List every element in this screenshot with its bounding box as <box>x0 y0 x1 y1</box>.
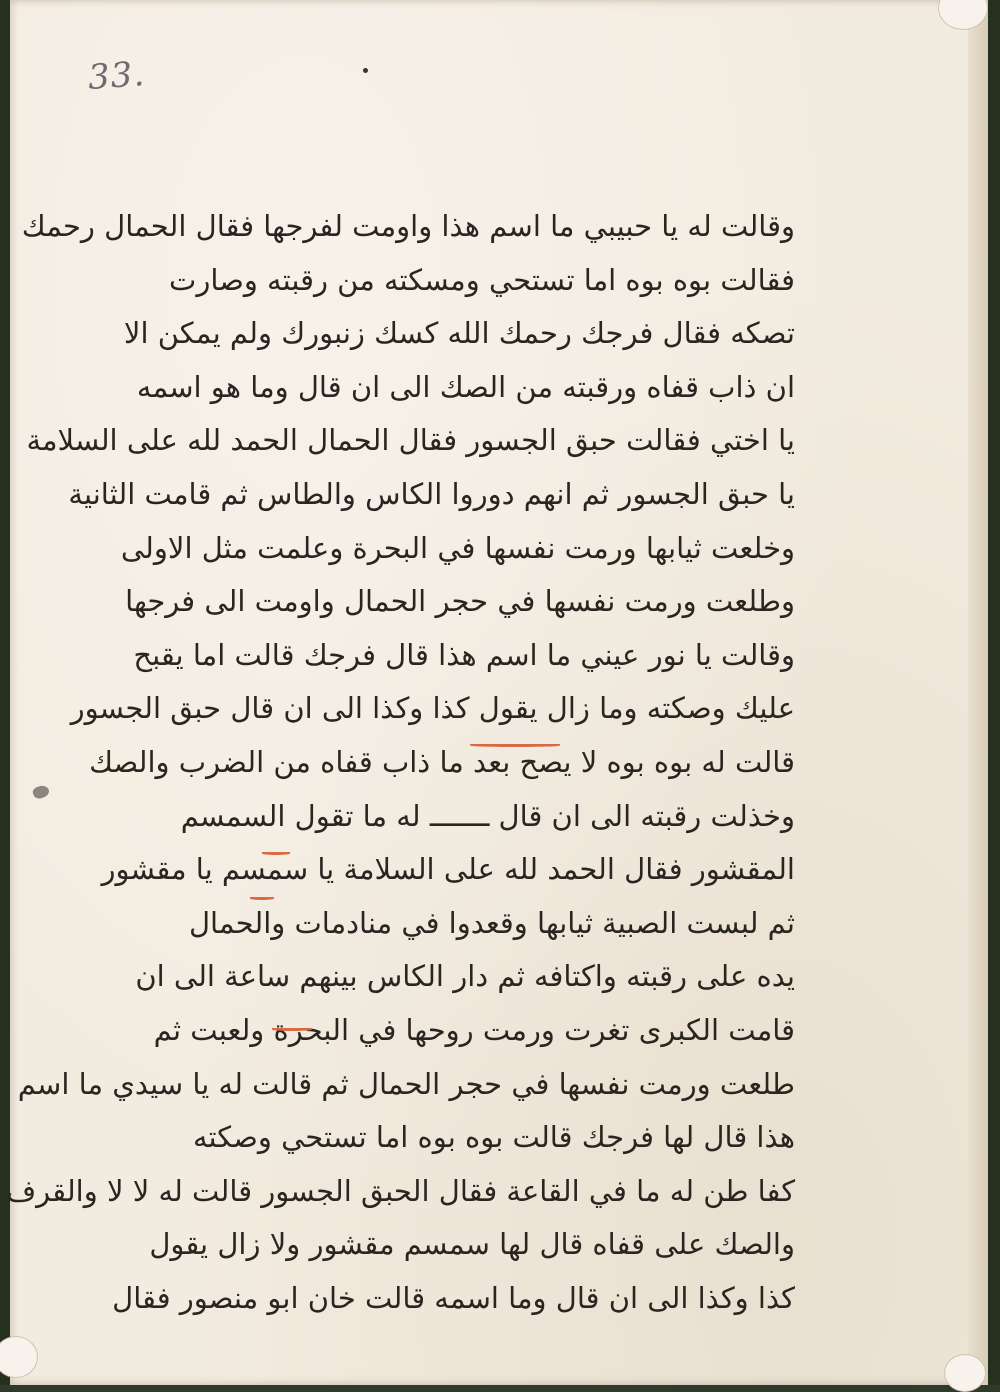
red-rubric-mark <box>262 852 290 855</box>
text-line: يده على رقبته واكتافه ثم دار الكاس بينهم ساعة الى ان <box>135 959 795 994</box>
text-line: وقالت يا نور عيني ما اسم هذا قال فرجك قالت اما يقبح <box>133 637 795 672</box>
text-line: يا اختي فقالت حبق الجسور فقال الحمال الحمد لله على السلامة <box>26 423 795 458</box>
text-line: قامت الكبرى تغرت ورمت روحها في البحرة ولعبت ثم <box>153 1012 795 1047</box>
text-line: ثم لبست الصبية ثيابها وقعدوا في منادمات والحمال <box>188 905 795 940</box>
text-line: المقشور فقال الحمد لله على السلامة يا سمسم يا مقشور <box>101 852 795 887</box>
ink-dot <box>363 68 368 73</box>
folio-number: 33. <box>86 54 147 98</box>
text-line: كذا وكذا الى ان قال وما اسمه قالت خان ابو منصور فقال <box>112 1280 795 1315</box>
text-line: والصك على قفاه قال لها سمسم مقشور ولا زال يقول <box>149 1227 795 1262</box>
text-line: هذا قال لها فرجك قالت بوه بوه اما تستحي وصكته <box>192 1120 795 1155</box>
text-line: عليك وصكته وما زال يقول كذا وكذا الى ان قال حبق الجسور <box>70 691 795 726</box>
manuscript-text-block <box>6 200 795 1315</box>
text-line: قالت له بوه بوه لا يصح بعد ما ذاب قفاه من الضرب والصك <box>89 744 795 779</box>
text-line: يا حبق الجسور ثم انهم دوروا الكاس والطاس ثم قامت الثانية <box>68 476 795 511</box>
text-line: وقالت له يا حبيبي ما اسم هذا واومت لفرجها فقال الحمال رحمك <box>21 209 795 243</box>
text-line: طلعت ورمت نفسها في حجر الحمال ثم قالت له يا سيدي ما اسم <box>17 1066 795 1101</box>
red-rubric-mark <box>470 744 560 747</box>
text-line: وخلعت ثيابها ورمت نفسها في البحرة وعلمت مثل الاولى <box>120 530 795 565</box>
red-rubric-mark <box>272 1028 312 1031</box>
text-line: وطلعت ورمت نفسها في حجر الحمال واومت الى فرجها <box>125 584 795 619</box>
text-line: تصكه فقال فرجك رحمك الله كسك زنبورك ولم يمكن الا <box>123 316 795 351</box>
paper-hole-bottom-right <box>944 1354 986 1392</box>
binding-gutter <box>968 0 988 1385</box>
red-rubric-mark <box>250 897 274 900</box>
text-line: فقالت بوه بوه اما تستحي ومسكته من رقبته وصارت <box>169 262 795 297</box>
text-line: وخذلت رقبته الى ان قال ـــــــ له ما تقول السمسم <box>180 798 795 833</box>
text-line: ان ذاب قفاه ورقبته من الصك الى ان قال وما هو اسمه <box>136 369 795 404</box>
text-line: كفا طن له ما في القاعة فقال الحبق الجسور قالت له لا لا والقرف <box>6 1173 795 1208</box>
